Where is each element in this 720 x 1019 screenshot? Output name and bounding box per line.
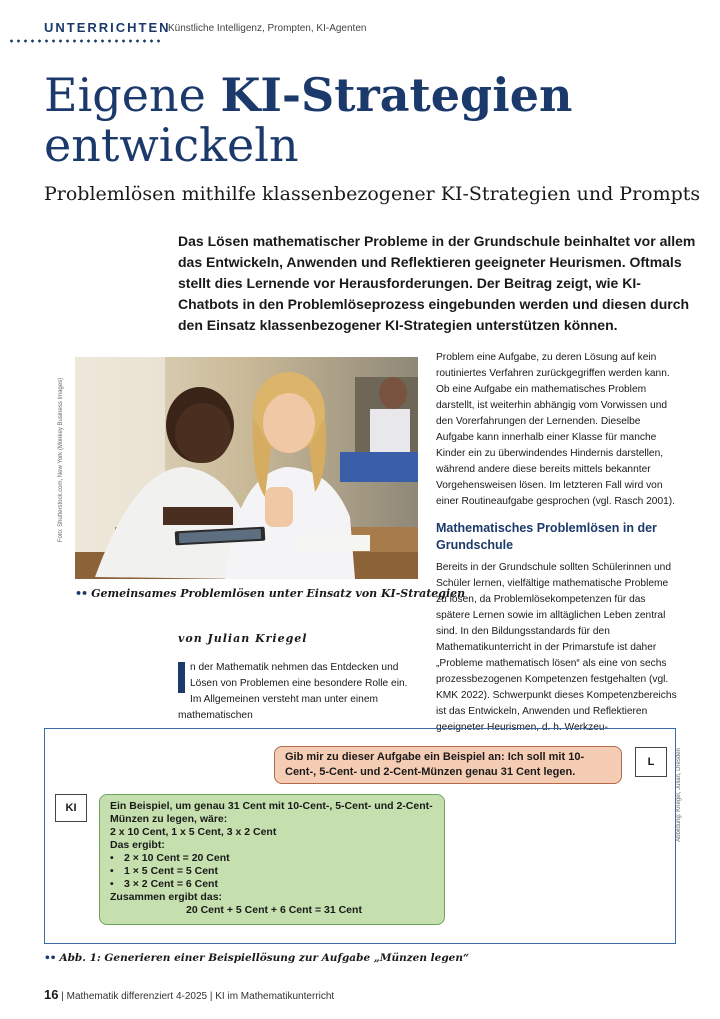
figure-chat-example xyxy=(44,728,676,944)
title-part-1: Eigene xyxy=(44,68,221,122)
ai-label-box: KI xyxy=(55,794,87,822)
ai-intro: Ein Beispiel, um genau 31 Cent mit 10-Cent-, 5-Cent- und 2-Cent-Münzen zu legen, wäre: xyxy=(110,800,433,825)
footer-text: Mathematik differenziert 4-2025 | KI im Mathematikunterricht xyxy=(66,991,335,1002)
ai-result-item: • 2 × 10 Cent = 20 Cent xyxy=(110,852,434,865)
photo-credit-text: Foto: Shutterstock.com, New York (Monkey Business Images) xyxy=(58,377,64,543)
ai-response-bubble xyxy=(99,794,445,925)
ai-sum-label: Zusammen ergibt das: xyxy=(110,891,223,903)
photo-caption-text: Gemeinsames Problemlösen unter Einsatz von KI-Strategien xyxy=(91,587,466,600)
title-part-2: KI-Strategien xyxy=(220,68,573,122)
photo-credit xyxy=(58,360,70,560)
body-text-left xyxy=(178,660,418,724)
header-dot-rule xyxy=(8,39,160,43)
section-heading: Mathematisches Problemlösen in der Grundschule xyxy=(436,521,657,552)
ai-result-item: • 1 × 5 Cent = 5 Cent xyxy=(110,865,434,878)
caption-bullets-icon: •• xyxy=(75,587,88,600)
right-para-2: Bereits in der Grundschule sollten Schülerinnen und Schüler lernen, vielfältige mathematische Probleme zu lösen, da Problemlösekompetenzen für das spätere Lernen sowie im alltäglichen Leben zentral sind. In den Bildungsstandards für den Mathematikunterricht in der Primarstufe ist daher „Probleme mathematisch lösen“ als eine von sechs prozessbezogenen Kompetenzen festgehalten (vgl. KMK 2022). Schwerpunkt dieses Kompetenzbereichs ist das Entwickeln, Anwenden und Reflektieren geeigneter Heurismen, d. h. Werkzeu- xyxy=(436,562,677,733)
section-tags: Künstliche Intelligenz, Prompten, KI-Agenten xyxy=(168,23,367,34)
title-part-3: entwickeln xyxy=(44,118,299,172)
figure-caption-text: Abb. 1: Generieren einer Beispiellösung zur Aufgabe „Münzen legen“ xyxy=(59,952,470,964)
page-number: 16 xyxy=(44,987,59,1002)
photo-caption xyxy=(75,587,465,600)
ai-result-item: • 3 × 2 Cent = 6 Cent xyxy=(110,878,434,891)
ai-sum: 20 Cent + 5 Cent + 6 Cent = 31 Cent xyxy=(186,904,362,916)
page-footer xyxy=(44,987,334,1002)
section-label: UNTERRICHTEN xyxy=(44,20,171,35)
user-prompt-bubble: Gib mir zu dieser Aufgabe ein Beispiel an: Ich soll mit 10-Cent-, 5-Cent- und 2-Cent-Münzen genau 31 Cent legen. xyxy=(274,746,622,784)
figure-caption-bullets-icon: •• xyxy=(44,952,56,964)
article-subtitle: Problemlösen mithilfe klassenbezogener KI-Strategien und Prompts xyxy=(44,183,701,205)
lead-paragraph: Das Lösen mathematischer Probleme in der Grundschule beinhaltet vor allem das Entwickeln, Anwenden und Reflektieren geeigneter Heurismen. Oftmals stellt dies Lernende vor Herausforderungen. Der Beitrag zeigt, wie KI-Chatbots in den Problemlöseprozess eingebunden werden und diesen durch den Einsatz klassenbezogener KI-Strategien unterstützen können. xyxy=(178,233,696,333)
classroom-photo-illustration xyxy=(75,357,418,579)
body-column-right xyxy=(436,350,680,736)
right-para-1: Problem eine Aufgabe, zu deren Lösung auf kein routiniertes Verfahren zurückgegriffen werden kann. Ob eine Aufgabe ein mathematisches Problem darstellt, ist weiterhin abhängig vom Vorwissen und den Vorerfahrungen der Lernenden. Dieselbe Aufgabe kann innerhalb einer Klasse für manche Kinder ein zu überwindendes Hindernis darstellen, während andere diese bereits mittels bekannter Vorgehensweisen lösen. Im letzteren Fall wird von einer Routineaufgabe gesprochen (vgl. Rasch 2001). xyxy=(436,352,675,507)
classroom-photo xyxy=(75,357,418,579)
figure-credit-text: Abbildung: Kriegel, Julian, Dresden xyxy=(676,748,682,842)
body-left-text: n der Mathematik nehmen das Entdecken und Lösen von Problemen eine besondere Rolle ein. Im Allgemeinen versteht man unter einem mathematischen xyxy=(178,662,408,721)
user-label-box: L xyxy=(635,747,667,777)
figure-caption xyxy=(44,952,469,964)
article-title xyxy=(44,70,684,170)
ai-results-list xyxy=(110,852,434,891)
footer-divider: | xyxy=(61,991,67,1002)
ai-results-label: Das ergibt: xyxy=(110,839,165,851)
figure-credit xyxy=(676,730,688,860)
author-byline: von Julian Kriegel xyxy=(178,632,308,645)
page-header xyxy=(0,0,720,48)
drop-cap-bar xyxy=(178,662,185,693)
ai-solution: 2 x 10 Cent, 1 x 5 Cent, 3 x 2 Cent xyxy=(110,826,277,838)
